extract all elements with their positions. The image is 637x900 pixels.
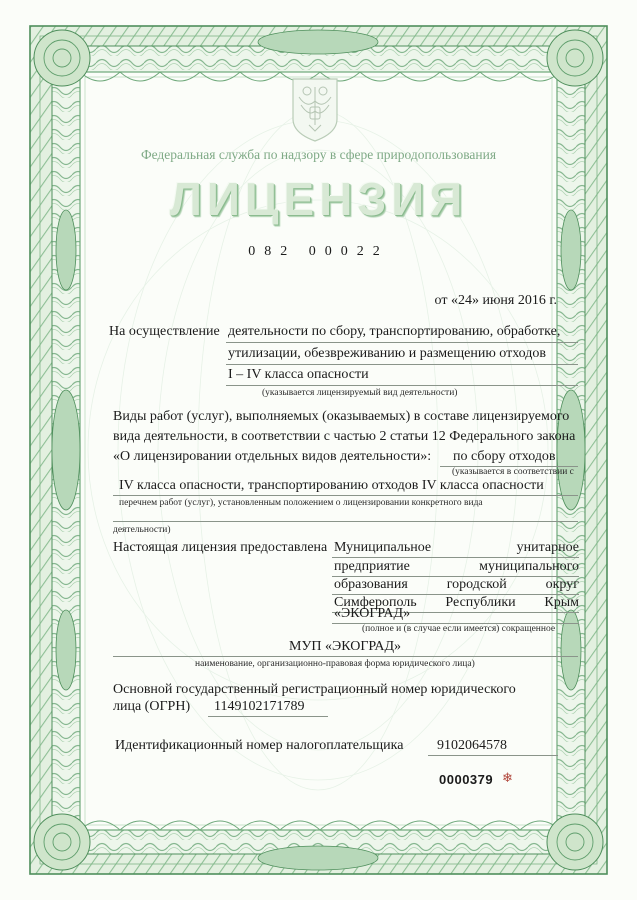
licensee-line-3: образования городской округ <box>334 577 579 592</box>
works-note-1: (указывается в соответствии с <box>452 467 574 477</box>
underline <box>428 755 558 756</box>
document-title: ЛИЦЕНЗИЯ <box>169 173 468 225</box>
inn-label: Идентификационный номер налогоплательщика <box>115 738 404 753</box>
activity-line-3: I – IV класса опасности <box>228 367 369 382</box>
licensee-note-1: (полное и (в случае если имеется) сокращенное <box>362 624 556 634</box>
licensee-label: Настоящая лицензия предоставлена <box>113 540 328 555</box>
underline <box>226 342 578 343</box>
license-number: 082 00022 <box>248 244 389 259</box>
licensee-line-5: «ЭКОГРАД» <box>334 606 411 621</box>
works-line-2: вида деятельности, в соответствии с частью 2 статьи 12 Федерального закона <box>113 429 576 444</box>
underline <box>226 364 578 365</box>
inn-value: 9102064578 <box>437 738 507 753</box>
service-name: Федеральная служба по надзору в сфере природопользования <box>140 147 497 162</box>
underline <box>208 716 328 717</box>
licensee-line-1: Муниципальное унитарное <box>334 540 579 555</box>
underline <box>113 656 578 657</box>
underline <box>113 495 578 496</box>
activity-line-1: деятельности по сбору, транспортированию, обработке, <box>228 324 561 339</box>
ogrn-label-line-1: Основной государственный регистрационный номер юридического <box>113 682 516 697</box>
licensee-note-2: наименование, организационно-правовая форма юридического лица) <box>195 659 475 669</box>
works-line-3: «О лицензировании отдельных видов деятельности»: <box>113 449 432 464</box>
underline <box>113 521 578 522</box>
licensee-line-2: предприятие муниципального <box>334 559 579 574</box>
activity-label: На осуществление <box>109 324 220 339</box>
ogrn-label-line-2: лица (ОГРН) <box>113 699 191 714</box>
form-serial-number: 0000379 <box>439 772 494 787</box>
works-value-2: IV класса опасности, транспортированию отходов IV класса опасности <box>119 478 544 493</box>
coat-of-arms-emblem <box>289 75 341 143</box>
license-date: от «24» июня 2016 г. <box>434 293 557 308</box>
underline <box>332 557 579 558</box>
works-note-2: перечнем работ (услуг), установленным положением о лицензировании конкретного вида <box>119 498 483 508</box>
activity-line-2: утилизации, обезвреживанию и размещению отходов <box>228 346 547 361</box>
licensee-line-4: Симферополь Республики Крым <box>334 595 579 610</box>
works-value-1: по сбору отходов <box>453 449 556 464</box>
underline <box>226 385 578 386</box>
snowflake-icon: ❄ <box>502 770 513 785</box>
licensee-short-name: МУП «ЭКОГРАД» <box>289 639 402 654</box>
works-note-3: деятельности) <box>113 525 171 535</box>
activity-note: (указывается лицензируемый вид деятельности) <box>262 388 458 398</box>
ogrn-value: 1149102171789 <box>214 699 305 714</box>
works-line-1: Виды работ (услуг), выполняемых (оказываемых) в составе лицензируемого <box>113 409 570 424</box>
